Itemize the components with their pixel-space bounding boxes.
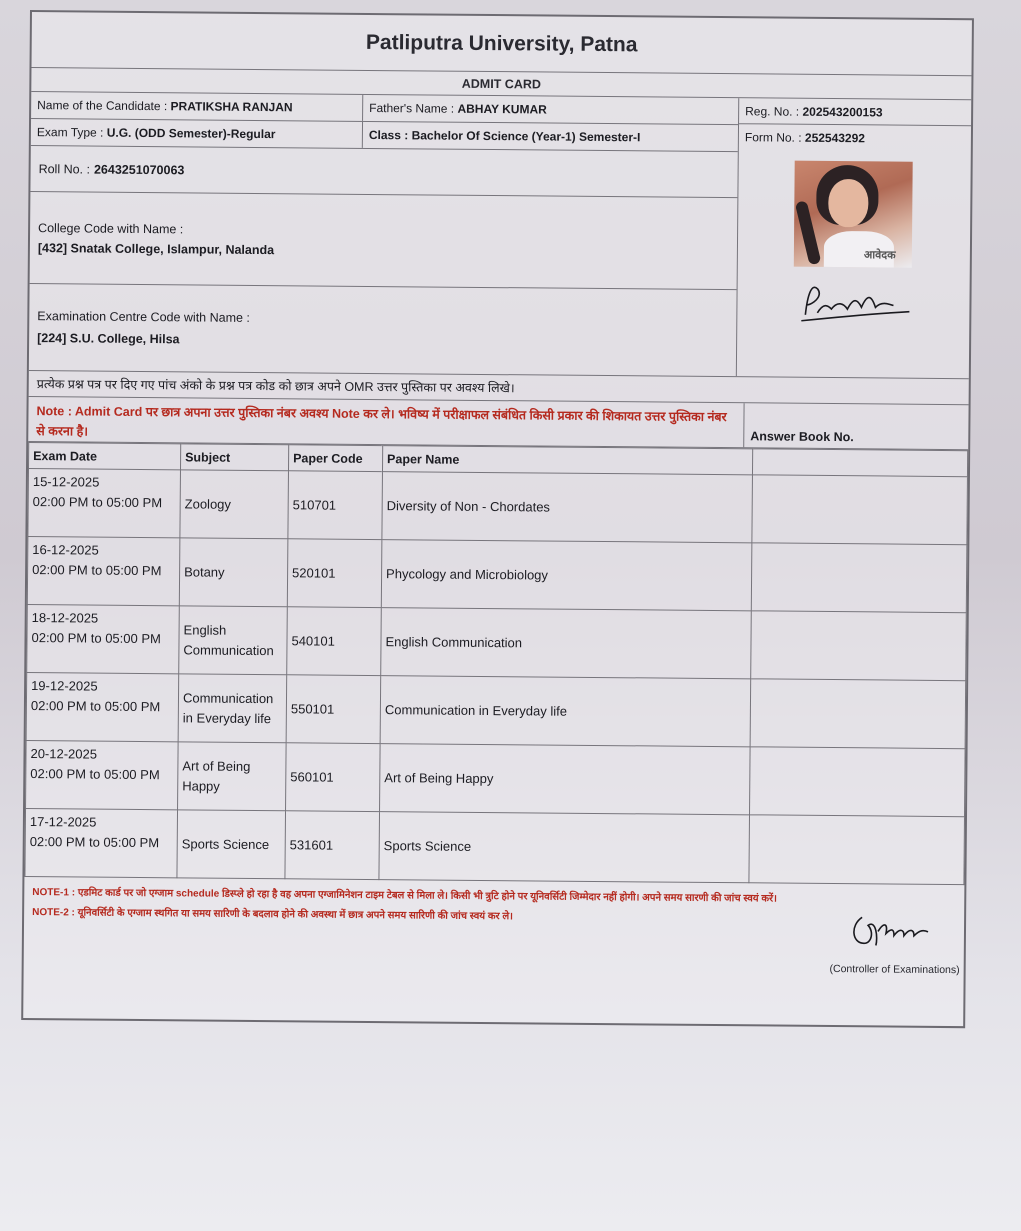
roll-label: Roll No. : xyxy=(38,161,91,177)
form-number: 252543292 xyxy=(804,130,866,146)
footer-notes xyxy=(24,877,964,937)
candidate-signature xyxy=(797,275,917,332)
header-paper-code: Paper Code xyxy=(288,445,382,472)
exam-date: 17-12-2025 xyxy=(29,814,97,830)
father-name-label: Father's Name : xyxy=(369,100,455,116)
father-name: ABHAY KUMAR xyxy=(457,101,547,117)
reg-number-field xyxy=(739,98,971,126)
paper-code: 520101 xyxy=(287,539,382,608)
roll-number: 2643251070063 xyxy=(93,162,185,177)
father-name-field xyxy=(363,95,738,124)
answer-book-cell xyxy=(751,543,967,613)
paper-code: 540101 xyxy=(287,607,382,676)
paper-code: 550101 xyxy=(286,675,381,744)
paper-code: 531601 xyxy=(285,811,380,880)
paper-name: Art of Being Happy xyxy=(380,744,751,815)
controller-label: (Controller of Examinations) xyxy=(829,963,960,977)
exam-time: 02:00 PM to 05:00 PM xyxy=(31,630,161,647)
exam-centre-field xyxy=(29,284,737,376)
header-exam-date: Exam Date xyxy=(28,443,180,470)
roll-number-field xyxy=(30,146,737,198)
note-2: NOTE-2 : यूनिवर्सिटी के एग्जाम स्थगित या समय सारिणी के बदलाव होने की अवस्था में छात्र अपने समय सारिणी की जांच स्वयं कर ले। xyxy=(32,907,514,923)
exam-type-field xyxy=(31,119,363,148)
paper-code: 560101 xyxy=(286,743,381,812)
exam-date: 15-12-2025 xyxy=(32,474,100,490)
admit-card xyxy=(21,10,974,1028)
centre-label: Examination Centre Code with Name : xyxy=(37,309,250,325)
exam-time: 02:00 PM to 05:00 PM xyxy=(30,698,161,715)
table-row xyxy=(26,740,966,816)
table-row xyxy=(27,604,967,680)
subject: Sports Science xyxy=(177,810,286,879)
answer-book-cell xyxy=(752,475,968,545)
table-row xyxy=(25,808,965,884)
paper-name: Sports Science xyxy=(379,812,750,883)
college-field xyxy=(30,192,738,290)
exam-type: U.G. (ODD Semester)-Regular xyxy=(106,125,276,142)
paper-name: Phycology and Microbiology xyxy=(381,540,752,611)
note-1: NOTE-1 : एडमिट कार्ड पर जो एग्जाम schedule डिस्प्ले हो रहा है वह अपना एग्जामिनेशन टाइम टेबल से मिला ले। किसी भी त्रुटि होने पर यूनिवर्सिटी जिम्मेदार नहीं होगी। अपने समय सारणी की जांच स्वयं करें। xyxy=(32,887,777,905)
exam-time: 02:00 PM to 05:00 PM xyxy=(32,562,162,579)
answer-book-cell xyxy=(750,747,966,817)
answer-book-cell xyxy=(751,611,967,681)
candidate-name-field xyxy=(31,92,363,121)
header-answer-book xyxy=(752,449,967,477)
exam-schedule-table xyxy=(24,442,968,885)
svg-text:Pratiksha: Pratiksha xyxy=(797,274,802,276)
admit-card-heading: ADMIT CARD xyxy=(31,68,971,100)
paper-code: 510701 xyxy=(288,471,383,540)
controller-signature xyxy=(848,907,948,954)
header-subject: Subject xyxy=(180,444,288,471)
answer-book-cell xyxy=(750,679,966,749)
paper-name: English Communication xyxy=(381,608,752,679)
candidate-section xyxy=(29,92,971,379)
subject: Botany xyxy=(179,538,288,607)
class-value: Bachelor Of Science (Year-1) Semester-I xyxy=(411,128,641,145)
instructions xyxy=(28,371,969,450)
form-label: Form No. : xyxy=(744,130,802,145)
paper-name: Communication in Everyday life xyxy=(380,676,751,747)
subject: Communication in Everyday life xyxy=(178,674,287,743)
reg-label: Reg. No. : xyxy=(745,103,800,119)
answer-book-cell xyxy=(749,815,965,885)
photo-caption: आवेदक xyxy=(863,249,896,262)
class-label: Class : xyxy=(368,127,409,143)
table-row xyxy=(27,537,967,613)
subject: Art of Being Happy xyxy=(178,742,287,811)
header-paper-name: Paper Name xyxy=(382,446,752,475)
table-row xyxy=(28,469,968,545)
university-title: Patliputra University, Patna xyxy=(31,12,971,76)
admit-card-note: Note : Admit Card पर छात्र अपना उत्तर पुस्तिका नंबर अवश्य Note कर ले। भविष्य में परीक्षाफल संबंधित किसी प्रकार की शिकायत उत्तर पुस्तिका नंबर से करना है। xyxy=(36,404,727,439)
exam-date: 16-12-2025 xyxy=(32,542,99,558)
exam-time: 02:00 PM to 05:00 PM xyxy=(32,494,163,511)
college-name: [432] Snatak College, Islampur, Nalanda xyxy=(37,240,275,257)
candidate-photo xyxy=(794,161,913,268)
exam-date: 19-12-2025 xyxy=(31,678,98,694)
paper-name: Diversity of Non - Chordates xyxy=(382,472,753,543)
candidate-name-label: Name of the Candidate : xyxy=(37,98,168,114)
exam-date: 18-12-2025 xyxy=(31,610,99,626)
exam-date: 20-12-2025 xyxy=(30,746,98,762)
reg-number: 202543200153 xyxy=(802,104,883,119)
subject: Zoology xyxy=(180,470,289,539)
table-row xyxy=(26,672,966,748)
answer-book-header: Answer Book No. xyxy=(750,429,854,445)
class-field xyxy=(363,122,738,151)
exam-time: 02:00 PM to 05:00 PM xyxy=(30,766,160,783)
college-label: College Code with Name : xyxy=(38,220,184,236)
omr-instruction: प्रत्येक प्रश्न पत्र पर दिए गए पांच अंको के प्रश्न पत्र कोड को छात्र अपने OMR उत्तर पुस्तिका पर अवश्य लिखे। xyxy=(29,371,969,405)
subject: English Communication xyxy=(179,606,288,675)
form-number-field xyxy=(739,124,971,152)
exam-type-label: Exam Type : xyxy=(36,125,104,140)
candidate-name: PRATIKSHA RANJAN xyxy=(170,99,293,115)
exam-time: 02:00 PM to 05:00 PM xyxy=(29,834,160,851)
centre-name: [224] S.U. College, Hilsa xyxy=(37,331,180,347)
